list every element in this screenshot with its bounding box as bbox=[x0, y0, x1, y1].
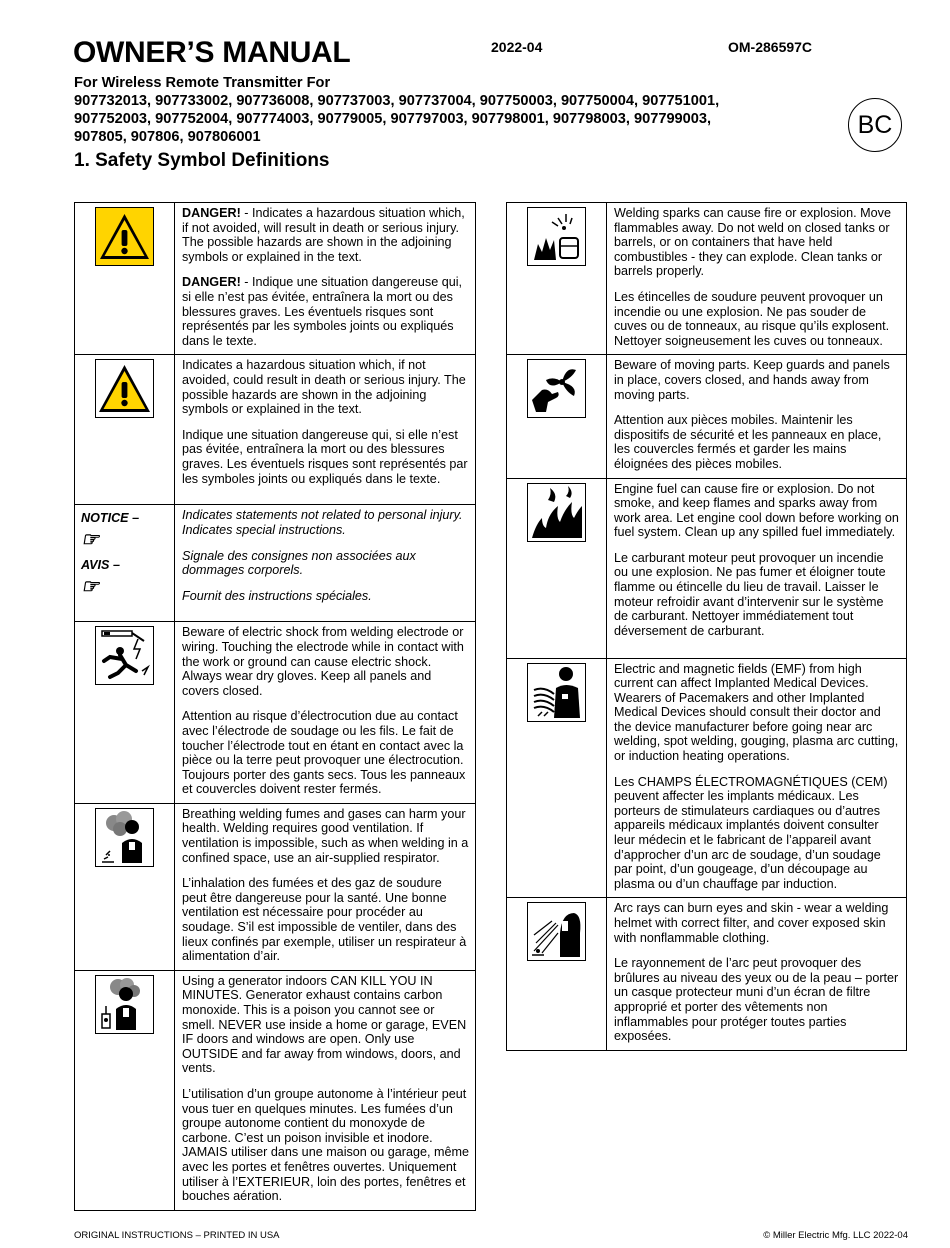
sparks-text-en: Welding sparks can cause fire or explosion. Move flammables away. Do not weld on closed tanks or barrels, or on containers that have held combustibles - they can explode. Clean tanks or barrels properly. bbox=[614, 206, 891, 279]
shock-text-en: Beware of electric shock from welding electrode or wiring. Touching the electrode while in contact with the work or ground can cause electric shock. Always wear dry gloves. Keep all panels and covers closed. bbox=[182, 625, 464, 698]
arc-text-en: Arc rays can burn eyes and skin - wear a welding helmet with correct filter, and cover exposed skin with nonflammable clothing. bbox=[614, 901, 889, 945]
symbol-row-shock bbox=[75, 622, 476, 804]
notice-text-fr-1: Signale des consignes non associées aux dommages corporels. bbox=[182, 548, 416, 578]
generator-text-fr: L’utilisation d’un groupe autonome à l’intérieur peut vous tuer en quelques minutes. Les fumées d’un groupe autonome contient du monoxyde de carbone. C’est un poison invisible et inodore. JAMAIS utiliser dans une maison ou garage, même avec les portes et fenêtres ouvertes. Uniquement utiliser à l’EXTERIEUR, loin des portes, fenêtres et bouches aération. bbox=[182, 1086, 469, 1204]
symbol-cell bbox=[507, 478, 607, 658]
notice-text-fr-2: Fournit des instructions spéciales. bbox=[182, 588, 372, 603]
symbol-cell bbox=[75, 970, 175, 1210]
footer-copyright: © Miller Electric Mfg. LLC 2022-04 bbox=[763, 1230, 908, 1241]
symbol-row-fumes bbox=[75, 803, 476, 970]
warning-text-fr: Indique une situation dangereuse qui, si elle n’est pas évitée, entraînera la mort ou des blessures graves. Les éventuels risques sont représentés par les symboles joints ou expliqués dans le texte. bbox=[182, 427, 468, 486]
symbol-text bbox=[175, 803, 476, 970]
language-badge: BC bbox=[848, 98, 902, 152]
symbol-text bbox=[607, 898, 907, 1050]
symbol-text bbox=[607, 478, 907, 658]
symbol-cell bbox=[507, 898, 607, 1050]
generator-exhaust-icon bbox=[95, 975, 154, 1034]
symbol-row-notice bbox=[75, 505, 476, 622]
symbol-text bbox=[175, 203, 476, 355]
moving-parts-fan-icon bbox=[527, 359, 586, 418]
subtitle-line: 907732013, 907733002, 907736008, 907737003, 907737004, 907750003, 907750004, 907751001, bbox=[74, 93, 720, 109]
pointing-hand-icon: ☞ bbox=[81, 576, 99, 599]
symbol-row-emf bbox=[507, 658, 907, 898]
symbol-cell bbox=[75, 355, 175, 505]
symbol-row-sparks bbox=[507, 203, 907, 355]
arc-text-fr: Le rayonnement de l’arc peut provoquer des brûlures au niveau des yeux ou de la peau – porter un casque protecteur muni d’un écran de filtre approprié et porter des vêtements non inflammables pour protéger toutes parties exposées. bbox=[614, 956, 899, 1044]
symbol-row-fuel bbox=[507, 478, 907, 658]
fuel-text-en: Engine fuel can cause fire or explosion. Do not smoke, and keep flames and sparks away from work area. Let engine cool down before working on fuel system. Clean up any spilled fuel immediately. bbox=[614, 481, 899, 540]
symbol-text bbox=[607, 355, 907, 478]
welding-sparks-fire-icon bbox=[527, 207, 586, 266]
subtitle-line: 907805, 907806, 907806001 bbox=[74, 129, 261, 145]
shock-text-fr: Attention au risque d’électrocution due au contact avec l’électrode de soudage ou les fils. Le fait de toucher l’électrode tout en étant en contact avec la pièce ou la terre peut provoquer une électrocution. Toujours porter des gants secs. Tous les panneaux et couvercles doivent rester fermés. bbox=[182, 709, 466, 797]
symbol-cell bbox=[507, 658, 607, 898]
notice-text-en-2: Indicates special instructions. bbox=[182, 522, 346, 537]
symbol-cell bbox=[75, 622, 175, 804]
moving-text-en: Beware of moving parts. Keep guards and panels in place, covers closed, and hands away from moving parts. bbox=[614, 358, 890, 402]
danger-triangle-icon bbox=[95, 207, 154, 266]
symbol-cell bbox=[507, 203, 607, 355]
symbol-cell bbox=[507, 355, 607, 478]
symbol-text bbox=[607, 658, 907, 898]
arc-rays-helmet-icon bbox=[527, 902, 586, 961]
generator-text-en: Using a generator indoors CAN KILL YOU IN MINUTES. Generator exhaust contains carbon monoxide. This is a poison you cannot see or smell. NEVER use inside a home or garage, EVEN IF doors and windows are open. Only use OUTSIDE and far away from windows, doors, and vents. bbox=[182, 973, 467, 1076]
warning-text-en: Indicates a hazardous situation which, if not avoided, could result in death or serious injury. The possible hazards are shown in the adjoining symbols or explained in the text. bbox=[182, 358, 466, 417]
fumes-text-en: Breathing welding fumes and gases can harm your health. Welding requires good ventilation. If ventilation is impossible, such as when welding in a confined space, use an air-supplied respirator. bbox=[182, 806, 469, 865]
section-title: 1. Safety Symbol Definitions bbox=[74, 150, 330, 171]
sparks-text-fr: Les étincelles de soudure peuvent provoquer un incendie ou une explosion. Ne pas souder de cuves ou de tonneaux, au risque qu’ils explosent. Nettoyer soigneusement les cuves ou tonneaux. bbox=[614, 289, 890, 348]
symbol-row-generator bbox=[75, 970, 476, 1210]
symbol-row-warning bbox=[75, 355, 476, 505]
emf-text-en: Electric and magnetic fields (EMF) from high current can affect Implanted Medical Devices. Wearers of Pacemakers and other Implanted Medical Devices should consult their doctor and the device manufacturer before going near arc welding, spot welding, gouging, plasma arc cutting, or induction heating operations. bbox=[614, 661, 899, 764]
document-number: OM-286597C bbox=[728, 39, 813, 55]
symbol-row-danger bbox=[75, 203, 476, 355]
subtitle-line: For Wireless Remote Transmitter For bbox=[74, 75, 331, 91]
symbol-cell bbox=[75, 203, 175, 355]
electric-shock-icon bbox=[95, 626, 154, 685]
welding-fumes-icon bbox=[95, 808, 154, 867]
danger-label: DANGER! bbox=[182, 206, 241, 220]
symbol-text bbox=[175, 355, 476, 505]
notice-label-cell bbox=[75, 505, 175, 622]
safety-symbol-table-left bbox=[74, 202, 476, 1211]
fuel-text-fr: Le carburant moteur peut provoquer un incendie ou une explosion. Ne pas fumer et éloigner toute flamme ou étincelle du lieu de travail. Laisser le moteur refroidir avant d’intervenir sur le système de carburant. Nettoyer immédiatement tout déversement de carburant. bbox=[614, 550, 886, 638]
danger-text-fr: - Indique une situation dangereuse qui, si elle n’est pas évitée, entraînera la mort ou des blessures graves. Les éventuels risques sont représentés par les symboles joints ou expliqués dans le texte. bbox=[182, 275, 463, 348]
symbol-row-moving bbox=[507, 355, 907, 478]
symbol-text bbox=[175, 505, 476, 622]
pointing-hand-icon: ☞ bbox=[81, 529, 99, 552]
manual-subtitle bbox=[74, 74, 834, 146]
fuel-fire-flames-icon bbox=[527, 483, 586, 542]
danger-label-fr: DANGER! bbox=[182, 275, 241, 290]
symbol-text bbox=[175, 970, 476, 1210]
emf-pacemaker-icon bbox=[527, 663, 586, 722]
safety-symbol-table-right bbox=[506, 202, 907, 1051]
symbol-cell bbox=[75, 803, 175, 970]
subtitle-line: 907752003, 907752004, 907774003, 90779005, 907797003, 907798001, 907798003, 907799003, bbox=[74, 111, 712, 127]
emf-text-fr: Les CHAMPS ÉLECTROMAGNÉTIQUES (CEM) peuvent affecter les implants médicaux. Les porteurs de stimulateurs cardiaques ou d’autres appareils médicaux implantés doivent consulter leur médecin et le fabricant de l’appareil avant d’approcher d’un arc de soudage, d’un soudage par point, d’un gougeage, d’un découpage au plasma ou d’un chauffage par induction. bbox=[614, 774, 888, 891]
warning-triangle-icon bbox=[95, 359, 154, 418]
footer-printed-in: ORIGINAL INSTRUCTIONS – PRINTED IN USA bbox=[74, 1230, 280, 1241]
avis-label: AVIS – bbox=[81, 558, 120, 573]
danger-text-en: - Indicates a hazardous situation which, if not avoided, will result in death or serious injury. The possible hazards are shown in the adjoining symbols or explained in the text. bbox=[182, 206, 465, 264]
symbol-text bbox=[175, 622, 476, 804]
manual-title: OWNER’S MANUAL bbox=[73, 36, 351, 69]
fumes-text-fr: L’inhalation des fumées et des gaz de soudure peut être dangereuse pour la santé. Une bonne ventilation est nécessaire pour procéder au soudage. S’il est impossible de ventiler, dans des lieux confinés par exemple, utiliser un respirateur à alimentation d’air. bbox=[182, 876, 467, 964]
symbol-row-arc bbox=[507, 898, 907, 1050]
manual-date: 2022-04 bbox=[491, 39, 543, 55]
moving-text-fr: Attention aux pièces mobiles. Maintenir les dispositifs de sécurité et les panneaux en place, les couvercles fermés et garder les mains éloignées des pièces mobiles. bbox=[614, 413, 882, 471]
symbol-text bbox=[607, 203, 907, 355]
notice-label: NOTICE – bbox=[81, 511, 140, 526]
notice-text-en-1: Indicates statements not related to personal injury. bbox=[182, 508, 463, 523]
